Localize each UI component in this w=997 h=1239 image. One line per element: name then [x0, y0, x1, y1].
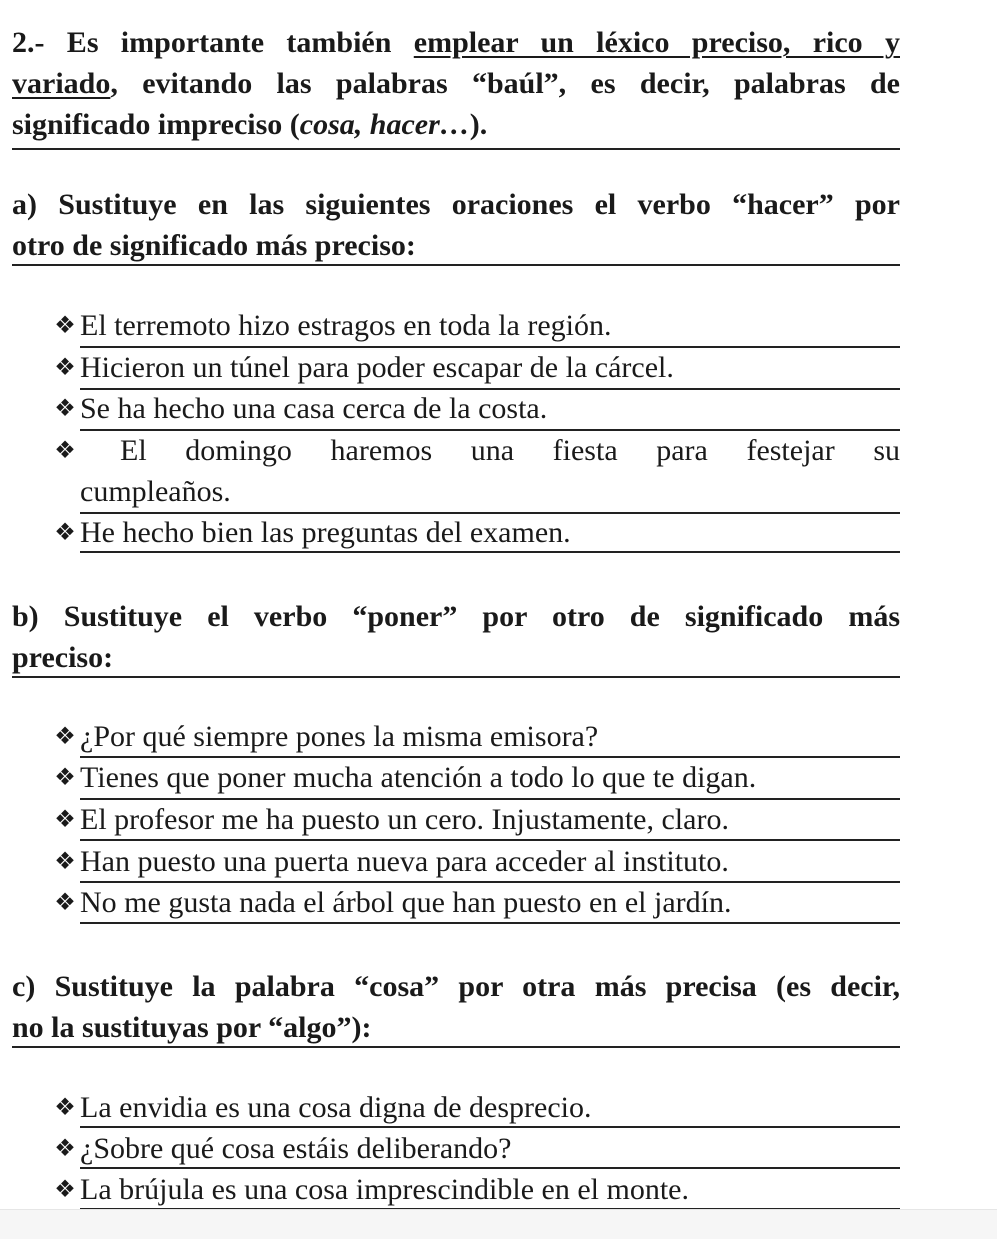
list-item: ❖ Hicieron un túnel para poder escapar de la cárcel. [50, 348, 900, 388]
diamond-bullet-icon: ❖ [54, 313, 76, 339]
list-item-continuation: cumpleaños. [80, 475, 231, 508]
diamond-bullet-icon: ❖ [54, 1136, 76, 1162]
intro-line-3: significado impreciso (cosa, hacer…). [12, 108, 488, 141]
diamond-bullet-icon: ❖ [54, 1177, 76, 1203]
answer-line[interactable] [80, 1167, 900, 1169]
intro-line-1: 2.- Es importante también emplear un léxico preciso, rico y [12, 26, 900, 59]
list-item: ❖ La envidia es una cosa digna de desprecio. [50, 1088, 900, 1128]
answer-line[interactable] [80, 1126, 900, 1128]
diamond-bullet-icon: ❖ [54, 807, 76, 833]
list-item: ❖ Tienes que poner mucha atención a todo lo que te digan. [50, 758, 900, 798]
diamond-bullet-icon: ❖ [54, 396, 76, 422]
list-item: ❖ ¿Por qué siempre pones la misma emisora? [50, 717, 900, 757]
list-item: ❖ ¿Sobre qué cosa estáis deliberando? [50, 1129, 900, 1169]
diamond-bullet-icon: ❖ [54, 520, 76, 546]
answer-line[interactable] [80, 922, 900, 924]
answer-line[interactable] [80, 551, 900, 553]
answer-line[interactable] [12, 1046, 900, 1048]
intro-heading [12, 22, 900, 145]
diamond-bullet-icon: ❖ [54, 849, 76, 875]
list-item: ❖ El profesor me ha puesto un cero. Injustamente, claro. [50, 800, 900, 840]
answer-line[interactable] [12, 676, 900, 678]
page-bottom-edge [0, 1209, 997, 1239]
list-item: ❖ El terremoto hizo estragos en toda la región. [50, 306, 900, 346]
answer-line[interactable] [80, 839, 900, 841]
section-a-heading: a) Sustituye en las siguientes oraciones el verbo “hacer” por otro de significado más preciso: [12, 188, 900, 262]
list-item: ❖ Se ha hecho una casa cerca de la costa. [50, 389, 900, 429]
answer-line[interactable] [12, 264, 900, 266]
section-b-heading: b) Sustituye el verbo “poner” por otro de significado más preciso: [12, 600, 900, 674]
list-item: ❖ El domingo haremos una fiesta para festejar su [50, 431, 900, 471]
diamond-bullet-icon: ❖ [54, 724, 76, 750]
answer-line[interactable] [12, 148, 900, 150]
diamond-bullet-icon: ❖ [54, 1095, 76, 1121]
list-item: ❖ Han puesto una puerta nueva para acceder al instituto. [50, 842, 900, 882]
intro-line-2: variado, evitando las palabras “baúl”, es decir, palabras de [12, 67, 900, 100]
diamond-bullet-icon: ❖ [54, 438, 76, 464]
diamond-bullet-icon: ❖ [54, 765, 76, 791]
section-c-heading: c) Sustituye la palabra “cosa” por otra más precisa (es decir, no la sustituyas por “algo”): [12, 970, 900, 1044]
diamond-bullet-icon: ❖ [54, 890, 76, 916]
list-item: ❖ No me gusta nada el árbol que han puesto en el jardín. [50, 883, 900, 923]
list-item: ❖ La brújula es una cosa imprescindible en el monte. [50, 1170, 900, 1210]
list-item: ❖ He hecho bien las preguntas del examen. [50, 513, 900, 553]
diamond-bullet-icon: ❖ [54, 355, 76, 381]
